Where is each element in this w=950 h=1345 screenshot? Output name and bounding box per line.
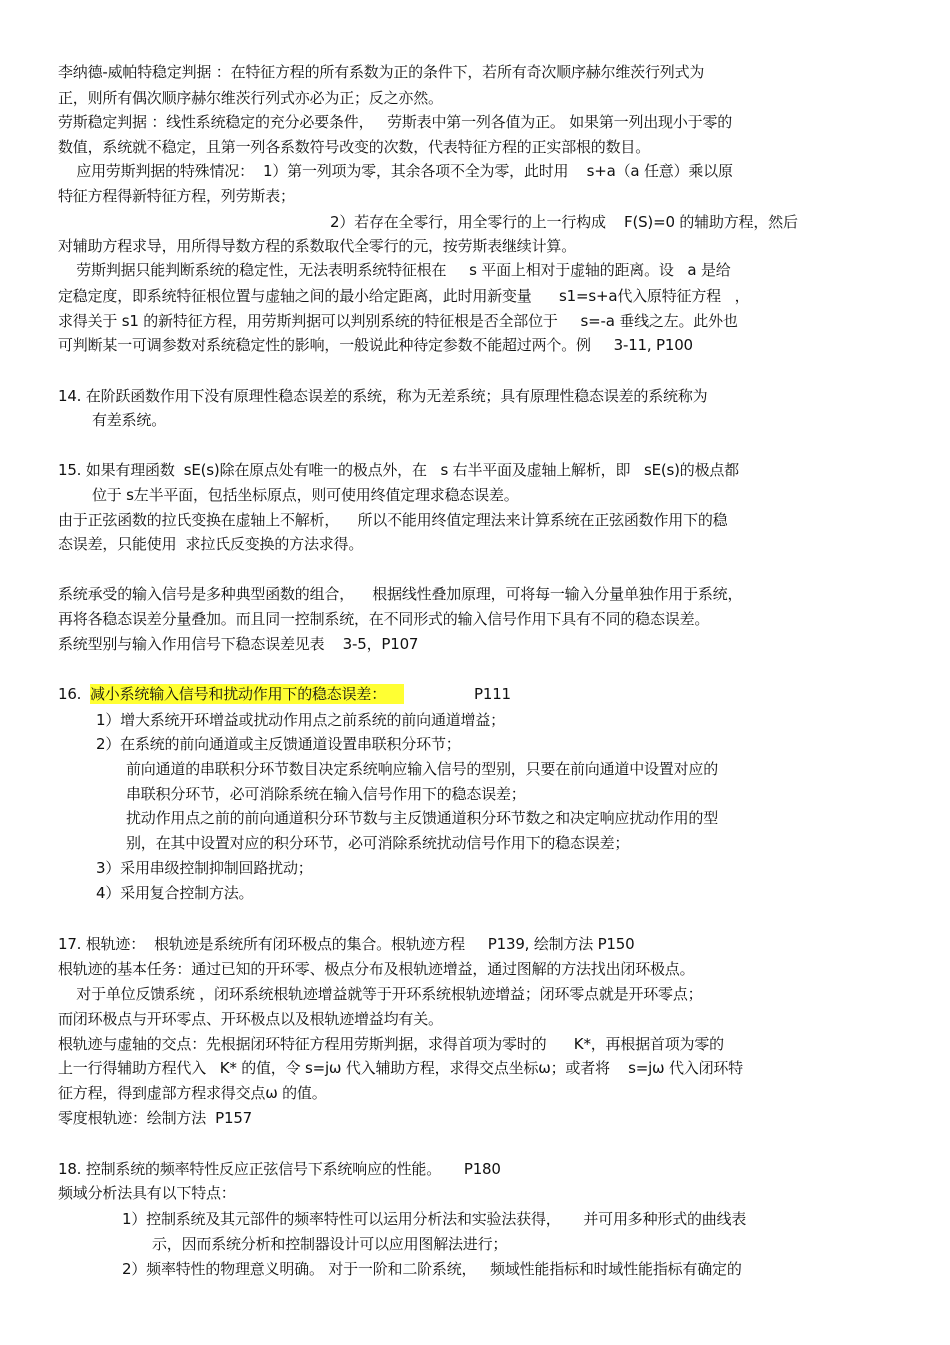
text-line: 位于 s左半平面，包括坐标原点，则可使用终值定理求稳态误差。 (92, 486, 519, 504)
text-line: 扰动作用点之前的前向通道积分环节数与主反馈通道积分环节数之和决定响应扰动作用的型 (126, 809, 719, 827)
list-item: 1）增大系统开环增益或扰动作用点之前系统的前向通道增益； (96, 711, 505, 729)
text-line: 系统承受的输入信号是多种典型函数的组合， 根据线性叠加原理，可将每一输入分量单独作用于系统， (58, 585, 743, 603)
list-item: 3）采用串级控制抑制回路扰动； (96, 859, 313, 877)
text-line: 示，因而系统分析和控制器设计可以应用图解法进行； (152, 1235, 508, 1253)
text-line: 可判断某一可调参数对系统稳定性的影响，一般说此种待定参数不能超过两个。例 3-11, P100 (58, 336, 693, 354)
list-item: 1）控制系统及其元部件的频率特性可以运用分析法和实验法获得， 并可用多种形式的曲线表 (122, 1210, 747, 1228)
text-line: 劳斯判据只能判断系统的稳定性，无法表明系统特征根在 s 平面上相对于虚轴的距离。设 a 是给 (58, 261, 731, 279)
text-line: 正，则所有偶次顺序赫尔维茨行列式亦必为正；反之亦然。 (58, 89, 443, 107)
text-line: 串联积分环节，必可消除系统在输入信号作用下的稳态误差； (126, 785, 526, 803)
text-line: 14. 在阶跃函数作用下没有原理性稳态误差的系统，称为无差系统；具有原理性稳态误差的系统称为 (58, 387, 708, 405)
text-line: 系统型别与输入作用信号下稳态误差见表 3-5，P107 (58, 635, 419, 653)
text-line: 有差系统。 (92, 411, 167, 429)
text-line: 频域分析法具有以下特点： (58, 1184, 236, 1202)
text-line: 上一行得辅助方程代入 K* 的值，令 s=jω 代入辅助方程，求得交点坐标ω；或者将 s=jω 代入闭环特 (58, 1059, 743, 1077)
text-line: 对辅助方程求导，用所得导数方程的系数取代全零行的元，按劳斯表继续计算。 (58, 237, 577, 255)
text-line: 劳斯稳定判据 ：线性系统稳定的充分必要条件， 劳斯表中第一列各值为正。 如果第一列出现小于零的 (58, 113, 733, 131)
text-line: 应用劳斯判据的特殊情况： 1）第一列项为零，其余各项不全为零，此时用 s+a（a 任意）乘以原 (58, 162, 733, 180)
text-line: 对于单位反馈系统 ，闭环系统根轨迹增益就等于开环系统根轨迹增益；闭环零点就是开环零点； (58, 985, 703, 1003)
text-line: 态误差，只能使用 求拉氏反变换的方法求得。 (58, 535, 364, 553)
text-line: 别，在其中设置对应的积分环节，必可消除系统扰动信号作用下的稳态误差； (126, 834, 630, 852)
text-line: 由于正弦函数的拉氏变换在虚轴上不解析， 所以不能用终值定理法来计算系统在正弦函数作用下的稳 (58, 511, 728, 529)
text-line: 前向通道的串联积分环节数目决定系统响应输入信号的型别，只要在前向通道中设置对应的 (126, 760, 719, 778)
text-line: 特征方程得新特征方程，列劳斯表； (58, 187, 295, 205)
highlighted-heading: 减小系统输入信号和扰动作用下的稳态误差： (90, 684, 404, 704)
list-item: 4）采用复合控制方法。 (96, 884, 254, 902)
text-line: 定稳定度，即系统特征根位置与虚轴之间的最小给定距离，此时用新变量 s1=s+a代入原特征方程 ， (58, 287, 750, 305)
text-line: 而闭环极点与开环零点、开环极点以及根轨迹增益均有关。 (58, 1010, 443, 1028)
page-reference: P111 (474, 685, 511, 703)
text-line: 数值，系统就不稳定，且第一列各系数符号改变的次数，代表特征方程的正实部根的数目。 (58, 138, 651, 156)
text-line: 征方程，得到虚部方程求得交点ω 的值。 (58, 1084, 327, 1102)
text-line: 15. 如果有理函数 sE(s)除在原点处有唯一的极点外，在 s 右半平面及虚轴上解析，即 sE(s)的极点都 (58, 461, 739, 479)
text-line: 零度根轨迹：绘制方法 P157 (58, 1109, 253, 1127)
text-line: 2）若存在全零行，用全零行的上一行构成 F(S)=0 的辅助方程，然后 (330, 213, 798, 231)
text-line: 再将各稳态误差分量叠加。而且同一控制系统，在不同形式的输入信号作用下具有不同的稳态误差。 (58, 610, 710, 628)
text-line: 根轨迹的基本任务：通过已知的开环零、极点分布及根轨迹增益，通过图解的方法找出闭环极点。 (58, 960, 695, 978)
text-line: 李纳德-威帕特稳定判据 ：在特征方程的所有系数为正的条件下，若所有奇次顺序赫尔维茨行列式为 (58, 63, 705, 81)
text-line: 求得关于 s1 的新特征方程，用劳斯判据可以判别系统的特征根是否全部位于 s=-a 垂线之左。此外也 (58, 312, 738, 330)
text-line: 18. 控制系统的频率特性反应正弦信号下系统响应的性能。 P180 (58, 1160, 501, 1178)
text-line: 17. 根轨迹： 根轨迹是系统所有闭环极点的集合。根轨迹方程 P139, 绘制方法 P150 (58, 935, 635, 953)
section-number: 16. (58, 685, 82, 703)
list-item: 2）在系统的前向通道或主反馈通道设置串联积分环节； (96, 735, 461, 753)
text-line: 根轨迹与虚轴的交点：先根据闭环特征方程用劳斯判据，求得首项为零时的 K*，再根据首项为零的 (58, 1035, 724, 1053)
list-item: 2）频率特性的物理意义明确。 对于一阶和二阶系统， 频域性能指标和时域性能指标有确定的 (122, 1260, 742, 1278)
